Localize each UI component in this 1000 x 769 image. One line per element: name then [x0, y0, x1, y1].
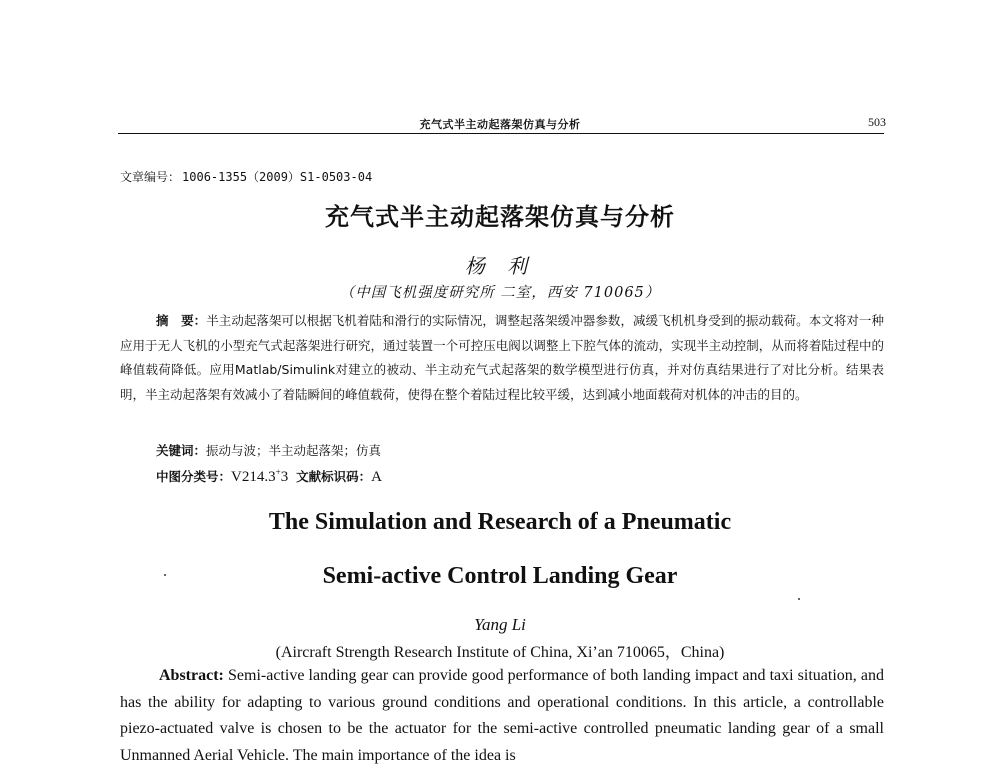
chinese-abstract-text: 半主动起落架可以根据飞机着陆和滑行的实际情况，调整起落架缓冲器参数，减缓飞机机身受到的振动载荷。本文将对一种应用于无人飞机的小型充气式起落架进行研究，通过装置一个可控压电阀以调整上下腔气体的流动，实现半主动控制，从而将着陆过程中的峰值载荷降低。应用Matlab/Simulink对建立的被动、半主动充气式起落架的数学模型进行仿真，并对仿真结果进行了对比分析。结果表明，半主动起落架有效减小了着陆瞬间的峰值载荷，使得在整个着陆过程比较平缓，达到减小地面载荷对机体的冲击的目的。 [120, 313, 884, 402]
chinese-title: 充气式半主动起落架仿真与分析 [325, 203, 675, 231]
english-abstract [120, 663, 884, 769]
article-number [120, 168, 372, 185]
scan-speck [164, 574, 166, 576]
chinese-affiliation: （中国飞机强度研究所 二室，西安 710065） [339, 285, 661, 301]
doc-code-value: A [371, 469, 382, 485]
running-title: 充气式半主动起落架仿真与分析 [419, 118, 581, 131]
header-rule [118, 133, 884, 134]
classification-main: V214.3 [231, 469, 276, 485]
english-title-line2: Semi-active Control Landing Gear [322, 563, 678, 589]
classification-label: 中图分类号： [156, 469, 232, 484]
chinese-abstract-label: 摘 要： [156, 313, 207, 328]
scan-speck [798, 598, 800, 600]
english-abstract-text: Semi-active landing gear can provide good performance of both landing impact and taxi situation, and has the ability for adapting to various ground conditions and operational conditions. In this article, a controllable piezo-actuated valve is chosen to be the actuator for the semi-active controlled pneumatic landing gear of a small Unmanned Aerial Vehicle. The main importance of the idea is [120, 667, 885, 764]
classification-tail: 3 [280, 469, 289, 485]
keywords-line [156, 441, 381, 459]
english-title-line1: The Simulation and Research of a Pneumatic [268, 509, 732, 535]
classification-sup: + [275, 467, 281, 477]
page-number: 503 [868, 115, 886, 129]
article-number-label: 文章编号： [120, 170, 181, 184]
classification-code [231, 469, 288, 485]
english-affiliation: (Aircraft Strength Research Institute of China, Xi’an 710065，China) [275, 644, 725, 661]
keywords-value: 振动与波；半主动起落架；仿真 [206, 443, 382, 458]
doc-code-label: 文献标识码： [296, 469, 372, 484]
keywords-label: 关键词： [156, 443, 207, 458]
chinese-abstract [120, 309, 884, 407]
classification-line [156, 467, 382, 486]
chinese-author: 杨 利 [464, 254, 536, 278]
english-author: Yang Li [474, 615, 526, 634]
english-abstract-label: Abstract: [159, 667, 224, 684]
article-number-value: 1006-1355（2009）S1-0503-04 [182, 170, 373, 184]
